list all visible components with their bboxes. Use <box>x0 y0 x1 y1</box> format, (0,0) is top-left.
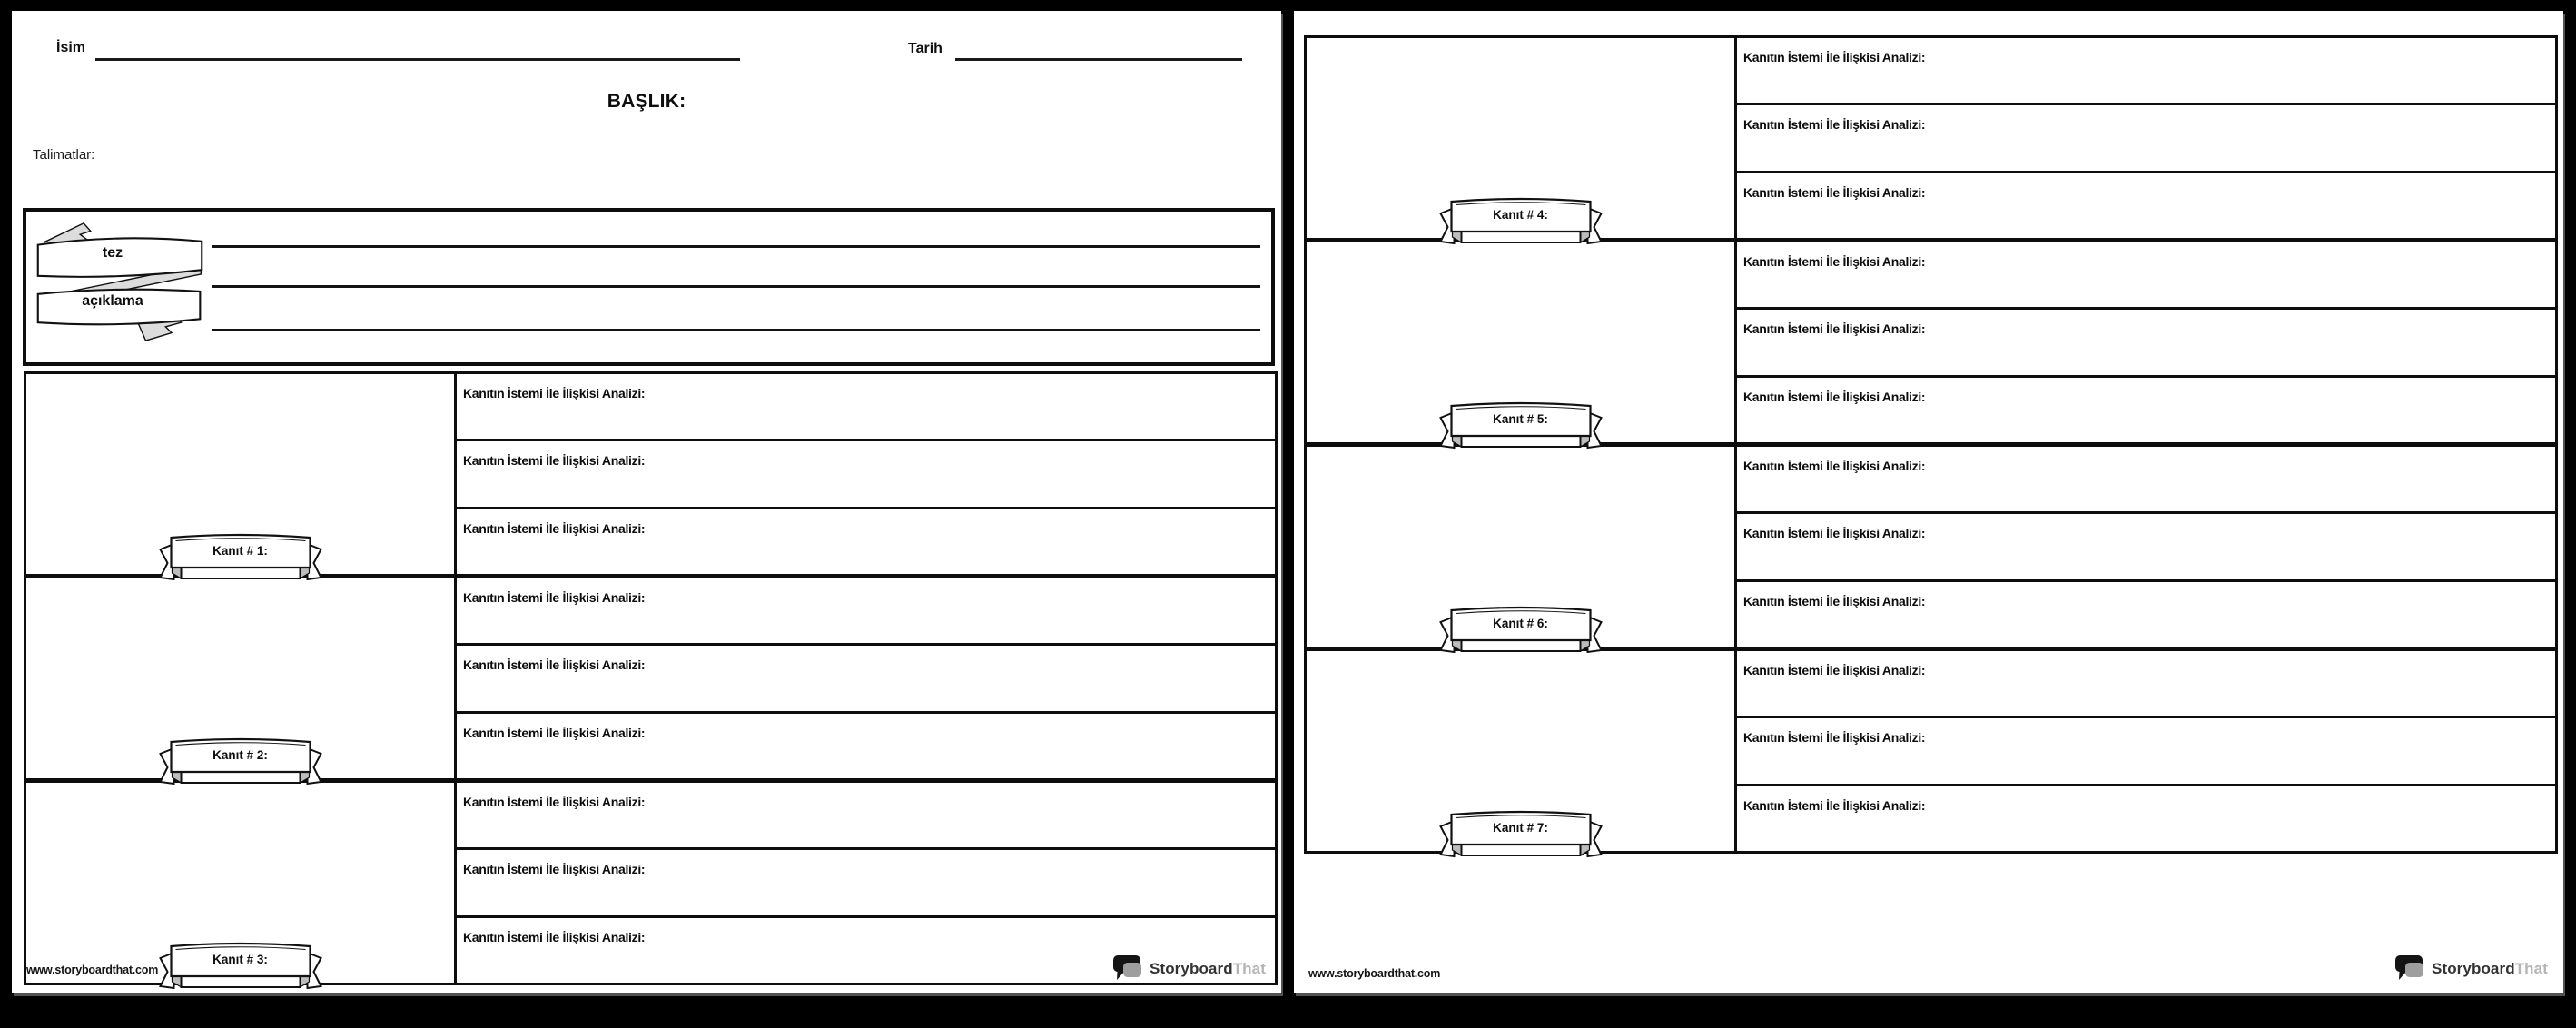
evidence-cell <box>1307 242 1737 442</box>
analysis-cell <box>1737 103 2555 170</box>
evidence-cell <box>1307 651 1737 851</box>
site-url: www.storyboardthat.com <box>1308 967 1441 980</box>
analysis-column <box>457 578 1275 778</box>
evidence-table <box>1304 35 2558 854</box>
analysis-cell <box>1737 375 2555 442</box>
evidence-banner <box>157 942 323 989</box>
analysis-label: Kanıtın İstemi İle İlişkisi Analizi: <box>1743 321 1926 337</box>
analysis-cell <box>457 578 1275 643</box>
analysis-cell <box>1737 651 2555 716</box>
analysis-cell <box>457 374 1275 439</box>
analysis-label: Kanıtın İstemi İle İlişkisi Analizi: <box>463 929 646 944</box>
evidence-table <box>24 371 1278 985</box>
analysis-label: Kanıtın İstemi İle İlişkisi Analizi: <box>463 590 646 605</box>
analysis-column <box>1737 38 2555 238</box>
analysis-label: Kanıtın İstemi İle İlişkisi Analizi: <box>463 725 646 740</box>
analysis-cell <box>457 643 1275 710</box>
evidence-banner-label: Kanıt # 1: <box>212 544 268 558</box>
speech-bubbles-icon <box>1112 955 1143 983</box>
brand-name-secondary: That <box>1232 960 1266 977</box>
evidence-row-6 <box>1307 442 2555 647</box>
page-title: BAŞLIK: <box>607 91 686 112</box>
analysis-cell <box>1737 171 2555 238</box>
speech-bubbles-icon <box>2394 955 2425 983</box>
analysis-label: Kanıtın İstemi İle İlişkisi Analizi: <box>1743 117 1926 133</box>
evidence-banner-label: Kanıt # 2: <box>212 748 268 762</box>
analysis-label: Kanıtın İstemi İle İlişkisi Analizi: <box>1743 730 1926 746</box>
site-url: www.storyboardthat.com <box>26 964 159 976</box>
analysis-cell <box>1737 307 2555 374</box>
date-blank-line <box>955 58 1242 61</box>
worksheet-page-2 <box>1294 11 2563 993</box>
evidence-row-3 <box>26 778 1275 983</box>
analysis-column <box>457 783 1275 983</box>
evidence-banner <box>157 737 323 785</box>
analysis-label: Kanıtın İstemi İle İlişkisi Analizi: <box>463 862 646 877</box>
analysis-cell <box>1737 579 2555 647</box>
analysis-label: Kanıtın İstemi İle İlişkisi Analizi: <box>1743 254 1926 269</box>
analysis-label: Kanıtın İstemi İle İlişkisi Analizi: <box>1743 50 1926 64</box>
analysis-cell <box>1737 38 2555 103</box>
analysis-cell <box>457 439 1275 506</box>
analysis-cell <box>457 783 1275 847</box>
brand-name <box>1150 960 1266 978</box>
evidence-row-2 <box>26 574 1275 778</box>
evidence-banner-label: Kanıt # 7: <box>1493 821 1548 835</box>
storyboardthat-logo <box>2394 955 2548 983</box>
evidence-banner-label: Kanıt # 5: <box>1493 412 1548 426</box>
analysis-column <box>457 374 1275 574</box>
evidence-banner <box>1437 606 1604 653</box>
analysis-label: Kanıtın İstemi İle İlişkisi Analizi: <box>463 520 646 536</box>
thesis-blank-line <box>212 329 1260 331</box>
worksheet-page-1 <box>12 11 1281 993</box>
evidence-cell <box>1307 447 1737 647</box>
analysis-label: Kanıtın İstemi İle İlişkisi Analizi: <box>1743 526 1926 541</box>
brand-name-secondary: That <box>2514 960 2548 977</box>
brand-name-primary: Storyboard <box>2432 960 2515 977</box>
analysis-column <box>1737 651 2555 851</box>
date-label: Tarih <box>908 41 943 56</box>
name-label: İsim <box>56 40 86 55</box>
analysis-label: Kanıtın İstemi İle İlişkisi Analizi: <box>1743 459 1926 473</box>
analysis-label: Kanıtın İstemi İle İlişkisi Analizi: <box>463 657 646 673</box>
analysis-label: Kanıtın İstemi İle İlişkisi Analizi: <box>463 386 646 400</box>
thesis-ribbon-label: tez <box>102 245 123 261</box>
evidence-cell <box>1307 38 1737 238</box>
analysis-label: Kanıtın İstemi İle İlişkisi Analizi: <box>1743 389 1926 404</box>
thesis-box <box>23 208 1275 366</box>
analysis-cell <box>1737 784 2555 851</box>
analysis-label: Kanıtın İstemi İle İlişkisi Analizi: <box>1743 797 1926 813</box>
analysis-label: Kanıtın İstemi İle İlişkisi Analizi: <box>1743 184 1926 200</box>
evidence-cell <box>26 578 457 778</box>
evidence-cell <box>26 783 457 983</box>
thesis-blank-line <box>212 245 1260 248</box>
evidence-cell <box>26 374 457 574</box>
storyboardthat-logo <box>1112 955 1266 983</box>
analysis-cell <box>1737 716 2555 783</box>
evidence-banner-label: Kanıt # 6: <box>1493 617 1548 630</box>
analysis-cell <box>457 711 1275 778</box>
analysis-cell <box>457 847 1275 914</box>
evidence-row-5 <box>1307 238 2555 442</box>
analysis-label: Kanıtın İstemi İle İlişkisi Analizi: <box>463 795 646 809</box>
evidence-banner-label: Kanıt # 3: <box>212 953 268 966</box>
analysis-label: Kanıtın İstemi İle İlişkisi Analizi: <box>463 453 646 469</box>
analysis-cell <box>1737 242 2555 307</box>
analysis-cell <box>1737 511 2555 578</box>
evidence-row-7 <box>1307 647 2555 851</box>
evidence-row-1 <box>26 374 1275 574</box>
evidence-banner-label: Kanıt # 4: <box>1493 208 1548 222</box>
analysis-label: Kanıtın İstemi İle İlişkisi Analizi: <box>1743 593 1926 608</box>
analysis-cell <box>1737 447 2555 511</box>
evidence-row-4 <box>1307 38 2555 238</box>
brand-name <box>2432 960 2548 978</box>
evidence-banner <box>1437 401 1604 449</box>
evidence-banner <box>1437 810 1604 857</box>
analysis-column <box>1737 447 2555 647</box>
analysis-cell <box>457 507 1275 574</box>
evidence-banner <box>157 533 323 580</box>
evidence-banner <box>1437 197 1604 244</box>
thesis-blank-line <box>212 285 1260 288</box>
zigzag-ribbon-icon <box>34 218 206 346</box>
analysis-label: Kanıtın İstemi İle İlişkisi Analizi: <box>1743 663 1926 677</box>
explanation-ribbon-label: açıklama <box>82 293 143 309</box>
brand-name-primary: Storyboard <box>1150 960 1233 977</box>
name-blank-line <box>95 58 740 61</box>
instructions-label: Talimatlar: <box>33 147 95 163</box>
analysis-column <box>1737 242 2555 442</box>
